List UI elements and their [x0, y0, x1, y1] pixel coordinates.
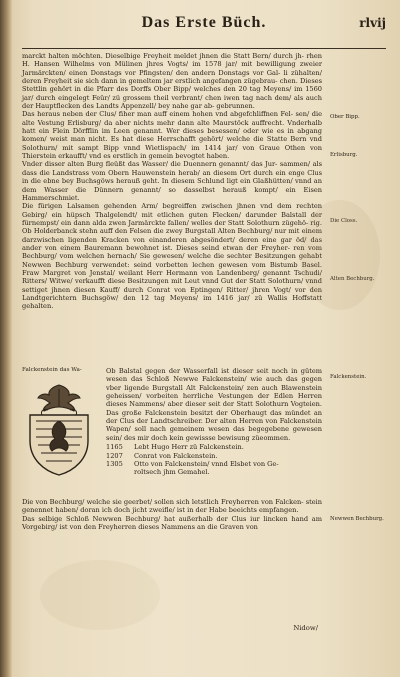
paragraph: Ob Balstal gegen der Wasserfall ist dieser seit noch in gütem wesen das Schloß Newwe Falckenstein/ wie auch das gegen vber ligende Burgstall Alt Falckenstein/ zen auch Blawenstein geheissen/ vorbeiten herrliche Vestungen der Edlen Herren dieses Nammens/ aber dieser seit der Statt Solothurn Vogteien. Das große Falckenstein besitzt der Oberhaugt das mündet an der Clus der Landtschreiber. Der alten Herren von Falckenstein Wapen/ soll nach gemeinem wesen das begegebene gewesen sein/ des mir doch kein gewissse bewisung züeommen.	[106, 367, 322, 442]
margin-note: Die Closs.	[330, 218, 358, 224]
catchword: Nidow/	[293, 624, 318, 632]
coat-of-arms-woodcut	[22, 381, 96, 477]
paragraph: Das selbige Schloß Newwen Bechburg/ hat außerhalb der Clus iur lincken hand am Vorgebirg/ ist von den Freyherren dieses Nammens an die Graven von	[22, 514, 322, 532]
lineage-row	[106, 460, 322, 468]
lineage-year	[106, 468, 134, 476]
lineage-entry: roltsech jhm Gemahel.	[134, 468, 210, 477]
margin-note: Newwen Bechburg.	[330, 516, 384, 522]
margin-note: Ober Bipp.	[330, 114, 360, 120]
paragraph: Die von Bechburg/ welche sie geerbet/ sollen sich letstlich Freyherren von Falcken- stein genennet haben/ doran ich doch jicht zweifle/ ist in der Habe beeichts empfangen.	[22, 498, 322, 515]
lineage-row	[106, 443, 322, 451]
paper-stain	[40, 560, 160, 630]
paragraph: Die fürigen Lalsamen gehenden Arm/ begreiffen zwischen jhnen vnd dem rechten Gebirg/ ein hüpsch Thalgelendt/ mit etlichen guten Flecken/ darunder Balstall der fürnempst/ ein dann alda zwen Jarmärckte fallen/ welles der Statt Solothurn zügehö- rig. Ob Holderbanck stehn auff den Felsen die zwey Burgstall Alten Bechburg/ nur mit einem darzwischen ligenden Kracken von einanderen abgesöndert/ deren eine gar öd/ das ander von einem Bauremann bewohnet ist. Dieses seind etwan der Freyher- ren vom Bechburg/ vom welchen hernach/ Sie gewesen/ welche die sechter Besitzungen gehabt Newwen Bechburg verwendet: seind vorbetten lechen gewesen vom Bistumb Basel. Fraw Margret von Jenstal/ weilant Herr Hermann von Landenberg/ genannt Tschudi/ Ritters/ Witwe/ verkaufft diese Besitzungen mit Leut vnnd Gut der Statt Solothurn/ vnnd settiget jhnen diesen Kauff/ durch Conrat von Eptingen/ Ritter/ jhren Vogt/ vor den Landtgerichtern Buchsgöw/ den 12 tag Meyens/ im 1416 jar/ zü Wallis Hoffstatt gehalten.	[22, 202, 322, 311]
folio-number: rlvij	[359, 16, 386, 30]
main-text-lower	[22, 498, 322, 531]
paragraph: Vnder disser alten Burg fleüßt das Wasser/ die Duennern genannt/ das Jur- sammen/ als dass die Landstrass vom Obern Hauwenstein herab/ an diesem Ort durch ein enge Clus in die ebne bey Buchsgöws herauß geht. In diesem Schlund ligt ein Glaßhütten/ vnnd an dem Wasser die Dünnern genannt/ so dasselbst herauß kompt/ ein Eisen Hammerschmiet.	[22, 160, 322, 202]
lineage-row	[106, 468, 322, 476]
lineage-year: 1305	[106, 459, 123, 468]
lineage-year: 1207	[106, 451, 123, 460]
margin-note: Falckenstein.	[330, 374, 367, 380]
margin-note: Alten Bechburg.	[330, 276, 375, 282]
main-text-upper	[22, 52, 322, 311]
page-gutter	[0, 0, 12, 677]
page-header	[20, 10, 388, 46]
lineage-list	[106, 443, 322, 477]
falckenstein-text	[106, 367, 322, 477]
header-rule	[22, 48, 386, 49]
margin-note: Erlisburg.	[330, 152, 358, 158]
left-gloss: Falckenstein das Wa-	[22, 367, 82, 373]
lineage-entry: Otto von Falckenstein/ vnnd Elsbet von Ge-	[134, 459, 279, 468]
lineage-row	[106, 452, 322, 460]
lineage-entry: Conrat von Falckenstein.	[134, 451, 218, 460]
paragraph: marckt halten möchten. Dieselbige Freyheit meldet jhnen die Statt Bern/ durch jh- rhen H. Hansen Wilhelms von Mülinen jhres Vogts/ im 1578 jar/ mit bewilligung zweier Jarmärckten/ einen Donstags vor Pfingsten/ den andern Donstags vor Gal- li zühalten/ deren Freyheit sie sich dann in gemeltem jar erstlich angefangen zügebrau- chen. Dieses Stettlin gehört in die Pfarr des Dorffs Ober Bipp/ welches den 20 tag Meyens/ im 1560 jar/ durch eingelegt Feür/ zü grossem theil verbrant/ chen iwen tag nach dem/ als auch der Hauptflecken des Landts Appenzell/ bey nahe gar ab- gebrunnen.	[22, 52, 322, 111]
running-title: Das Erste Büch.	[141, 14, 267, 31]
paragraph: Das heraus neben der Clus/ fiher man auff einem hohen vnd abgefchliffnen Fel- sen/ die alte Vestung Erlisburg/ da aber nichts mehr dann alte Maurstöck auffrecht. Vnderhalb hatt ein Flein Dörfflin im Leen genannt. Wer dieses besessen/ oder wie es in abgang komen/ weist man nicht. Es hat diese Herrschafft gehört/ welche die Statte Bern vnd Solothurn/ mit sampt Bipp vnnd Wietlispach/ im 1414 jar/ von Graue Othen von Thierstein erkaufft/ vnd es erstlich in gemein bevogtet haben.	[22, 110, 322, 161]
lineage-year: 1165	[106, 443, 123, 452]
lineage-entry: Lebt Hugo Herr zü Falckenstein.	[134, 443, 244, 452]
